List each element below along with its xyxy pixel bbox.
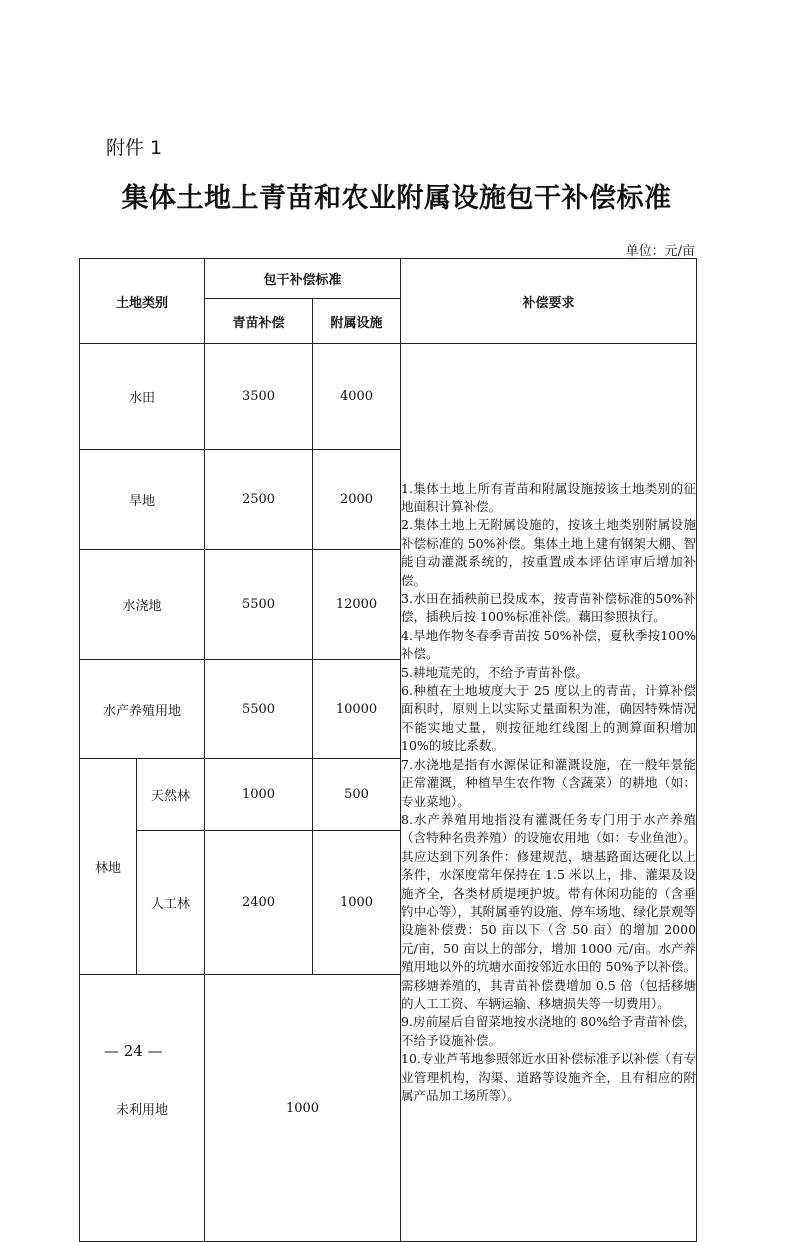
- header-package-standard: 包干补偿标准: [205, 259, 401, 299]
- crop-value: 2500: [205, 450, 313, 550]
- requirement-item: 9.房前屋后自留菜地按水浇地的 80%给予青苗补偿，不给予设施补偿。: [401, 1014, 697, 1048]
- attachment-label: 附件 1: [106, 137, 163, 159]
- forest-subcategory: 天然林: [137, 759, 205, 831]
- facility-value: 500: [313, 759, 401, 831]
- requirement-item: 1.集体土地上所有青苗和附属设施按该土地类别的征地面积计算补偿。: [401, 480, 697, 514]
- header-requirements: 补偿要求: [401, 259, 697, 344]
- forest-subcategory: 人工林: [137, 831, 205, 975]
- facility-value: 10000: [313, 660, 401, 759]
- facility-value: 4000: [313, 344, 401, 450]
- land-category: 未利用地: [80, 975, 205, 1242]
- requirement-item: 8.水产养殖用地指没有灌溉任务专门用于水产养殖（含特种名贵养殖）的设施农用地（如：专业鱼池）。其应达到下列条件：修建规范，塘基路面达硬化以上条件，水深度常年保持在 1.5 米以上，排、灌渠及设施齐全，各类材质堤埂护坡。带有休闲功能的（含垂钓中心等），其附属垂钓设施、停车场地、绿化景观等设施补偿费：50 亩以下（含 50 亩）的增加 2000 元/亩，50 亩以上的部分，增加 1000 元/亩。水产养殖用地以外的坑塘水面按邻近水田的 50%予以补偿。需移塘养殖的，其青苗补偿费增加 0.5 倍（包括移塘的人工工资、车辆运输、移塘损失等一切费用）。: [401, 811, 697, 1011]
- land-category: 水浇地: [80, 550, 205, 660]
- crop-value: 3500: [205, 344, 313, 450]
- header-crop-compensation: 青苗补偿: [205, 299, 313, 344]
- requirement-item: 7.水浇地是指有水源保证和灌溉设施，在一般年景能正常灌溉，种植旱生农作物（含蔬菜）的耕地（如：专业菜地）。: [401, 756, 697, 809]
- table-row: [80, 344, 697, 450]
- compensation-table: [79, 258, 697, 1242]
- unit-note: 单位：元/亩: [625, 244, 695, 259]
- requirements-cell: [401, 344, 697, 1242]
- land-category: 水田: [80, 344, 205, 450]
- crop-value: 5500: [205, 660, 313, 759]
- header-land-type: 土地类别: [80, 259, 205, 344]
- crop-value: 1000: [205, 759, 313, 831]
- facility-value: 12000: [313, 550, 401, 660]
- land-category: 水产养殖用地: [80, 660, 205, 759]
- page-number: — 24 —: [104, 1042, 163, 1060]
- document-title: 集体土地上青苗和农业附属设施包干补偿标准: [121, 183, 672, 214]
- crop-value: 2400: [205, 831, 313, 975]
- unused-amount: 1000: [205, 975, 401, 1242]
- requirement-item: 4.旱地作物冬春季青苗按 50%补偿，夏秋季按100%补偿。: [401, 627, 697, 662]
- requirement-item: 2.集体土地上无附属设施的，按该土地类别附属设施补偿标准的 50%补偿。集体土地上建有钢架大棚、智能自动灌溉系统的，按重置成本评估评审后增加补偿。: [401, 517, 697, 588]
- requirement-item: 6.种植在土地坡度大于 25 度以上的青苗，计算补偿面积时，原则上以实际丈量面积为准，确因特殊情况不能实地丈量，则按征地红线图上的测算面积增加 10%的坡比系数。: [401, 683, 697, 754]
- header-row-1: [80, 259, 697, 299]
- forest-category: 林地: [80, 759, 137, 975]
- facility-value: 1000: [313, 831, 401, 975]
- requirement-item: 5.耕地荒芜的，不给予青苗补偿。: [401, 664, 588, 680]
- facility-value: 2000: [313, 450, 401, 550]
- header-facility: 附属设施: [313, 299, 401, 344]
- crop-value: 5500: [205, 550, 313, 660]
- land-category: 旱地: [80, 450, 205, 550]
- requirement-item: 3.水田在插秧前已投成本，按青苗补偿标准的50%补偿，插秧后按 100%标准补偿。藕田参照执行。: [401, 591, 697, 625]
- requirement-item: 10.专业芦苇地参照邻近水田补偿标准予以补偿（有专业管理机构，沟渠、道路等设施齐全，且有相应的附属产品加工场所等）。: [401, 1051, 697, 1103]
